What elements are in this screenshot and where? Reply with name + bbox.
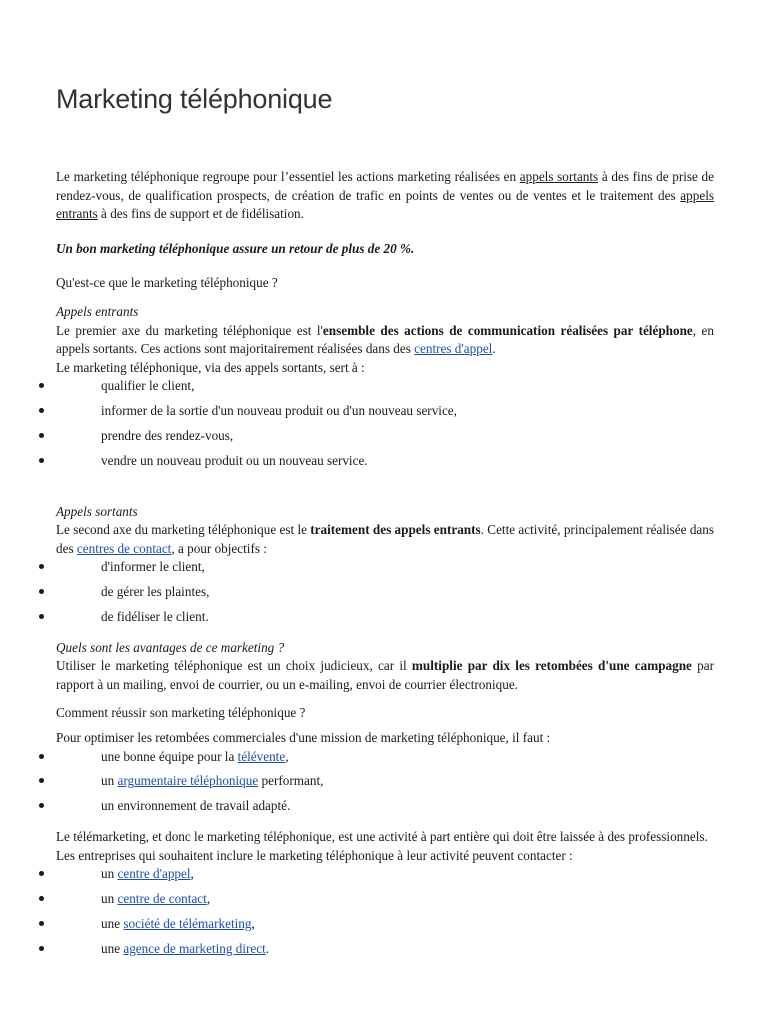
list-item <box>56 890 714 915</box>
appels-entrants-link[interactable]: appels entrants <box>56 187 714 222</box>
avantages-text: Utiliser le marketing téléphonique est un choix judicieux, car il <box>56 658 412 674</box>
bullet-icon <box>39 896 44 901</box>
avantages-paragraph <box>56 657 714 694</box>
highlight-statement <box>56 240 714 259</box>
appels-sortants-link[interactable]: appels sortants <box>519 169 599 184</box>
bullet-icon <box>39 408 44 413</box>
sortants-text: Le second axe du marketing téléphonique est le <box>56 522 311 538</box>
entrants-line: Le marketing téléphonique, via des appels sortants, sert à : <box>56 359 365 375</box>
intro-paragraph <box>56 168 714 224</box>
entrants-text: , en appels sortants. Ces actions sont majoritairement réalisées dans des <box>56 322 714 357</box>
question-what-is: Qu'est-ce que le marketing téléphonique ? <box>56 275 278 291</box>
list-item <box>56 377 714 402</box>
list-item-text: qualifier le client, <box>101 378 195 394</box>
bullet-icon <box>39 921 44 926</box>
entrants-bold: ensemble des actions de communication réalisées par téléphone <box>322 322 693 338</box>
intro-text: Le marketing téléphonique regroupe pour l’essentiel les actions marketing réalisées en <box>56 169 520 184</box>
list-item-text: un <box>101 891 118 907</box>
heading-text: Appels entrants <box>56 303 139 319</box>
avantages-bold: multiplie par dix les retombées d'une campagne <box>411 658 692 674</box>
list-item <box>56 797 714 822</box>
bullet-icon <box>39 778 44 783</box>
heading-text: Quels sont les avantages de ce marketing ? <box>56 639 285 655</box>
page-title: Marketing téléphonique <box>56 84 333 114</box>
entrants-text: Le premier axe du marketing téléphonique est l' <box>56 322 323 338</box>
sortants-text: . Cette activité, principalement réalisée dans des <box>56 522 714 556</box>
bullet-icon <box>39 871 44 876</box>
bullet-icon <box>39 946 44 951</box>
agence-marketing-link[interactable]: agence de marketing direct <box>123 940 266 956</box>
list-item-text: un <box>101 773 118 789</box>
intro-text: à des fins de support et de fidélisation. <box>97 206 304 222</box>
centre-appel-link[interactable]: centre d'appel <box>117 866 191 882</box>
list-item <box>56 915 714 940</box>
question-how-to: Comment réussir son marketing téléphonique ? <box>56 705 306 721</box>
list-item <box>56 427 714 452</box>
list-item <box>56 608 714 633</box>
heading-text: Appels sortants <box>56 503 138 519</box>
entrants-paragraph <box>56 322 714 359</box>
list-item-text: , <box>285 748 289 764</box>
list-item-text: informer de la sortie d'un nouveau produit ou d'un nouveau service, <box>101 403 457 419</box>
contact-list <box>56 865 714 964</box>
list-item-text: une <box>101 915 124 931</box>
reussir-intro: Pour optimiser les retombées commerciales d'une mission de marketing téléphonique, il faut : <box>56 730 551 746</box>
list-item <box>56 748 714 773</box>
section-heading-avantages <box>56 639 714 658</box>
bullet-icon <box>39 754 44 759</box>
list-item-text: performant, <box>258 773 324 789</box>
argumentaire-link[interactable]: argumentaire téléphonique <box>117 773 259 789</box>
list-item <box>56 583 714 608</box>
list-item-text: , <box>190 866 194 882</box>
section-heading-entrants <box>56 303 714 322</box>
centres-contact-link[interactable]: centres de contact <box>76 540 172 556</box>
list-item <box>56 940 714 965</box>
list-item <box>56 402 714 427</box>
list-item <box>56 452 714 477</box>
bullet-icon <box>39 383 44 388</box>
list-item-text: , <box>206 891 211 907</box>
list-item-text: de gérer les plaintes, <box>101 584 210 600</box>
intro-text: à des fins de prise de rendez-vous, de qualification prospects, de création de trafic en points de ventes ou de ventes et le traitement des <box>56 169 715 203</box>
article-body <box>56 168 714 964</box>
list-item-text: un <box>101 866 118 882</box>
list-item <box>56 558 714 583</box>
list-item-text: un environnement de travail adapté. <box>101 798 291 814</box>
list-item-text: de fidéliser le client. <box>101 608 209 624</box>
highlight-text: Un bon marketing téléphonique assure un retour de plus de 20 %. <box>56 240 415 256</box>
list-item-text: d'informer le client, <box>101 559 205 575</box>
list-item <box>56 865 714 890</box>
reussir-list <box>56 748 714 822</box>
bullet-icon <box>39 589 44 594</box>
conclusion-contact-line: Les entreprises qui souhaitent inclure le marketing téléphonique à leur activité peuvent contacter : <box>56 847 573 863</box>
list-item-text: prendre des rendez-vous, <box>101 427 234 443</box>
bullet-icon <box>39 803 44 808</box>
sortants-text: , a pour objectifs : <box>171 540 267 556</box>
list-item-text: vendre un nouveau produit ou un nouveau service. <box>101 452 368 468</box>
list-item-text: , <box>251 915 255 931</box>
list-item-text: une <box>101 940 124 956</box>
list-item-text: une bonne équipe pour la <box>101 748 238 764</box>
avantages-text: par rapport à un mailing, envoi de courrier, ou un e-mailing, envoi de courrier électronique. <box>56 658 714 692</box>
bullet-icon <box>39 458 44 463</box>
section-heading-sortants <box>56 503 714 522</box>
sortants-list <box>56 558 714 632</box>
list-item-text: . <box>265 940 270 956</box>
bullet-icon <box>39 614 44 619</box>
bullet-icon <box>39 564 44 569</box>
centres-appel-link[interactable]: centres d'appel <box>414 341 493 357</box>
centre-contact-link[interactable]: centre de contact <box>117 891 207 907</box>
sortants-bold: traitement des appels entrants <box>310 522 481 538</box>
societe-telemarketing-link[interactable]: société de télémarketing <box>123 915 252 931</box>
list-item <box>56 772 714 797</box>
televente-link[interactable]: télévente <box>237 748 286 764</box>
sortants-paragraph <box>56 521 714 558</box>
conclusion-paragraph: Le télémarketing, et donc le marketing téléphonique, est une activité à part entière qui doit être laissée à des professionnels. <box>56 829 708 845</box>
entrants-list <box>56 377 714 476</box>
bullet-icon <box>39 433 44 438</box>
entrants-text: . <box>492 341 496 357</box>
